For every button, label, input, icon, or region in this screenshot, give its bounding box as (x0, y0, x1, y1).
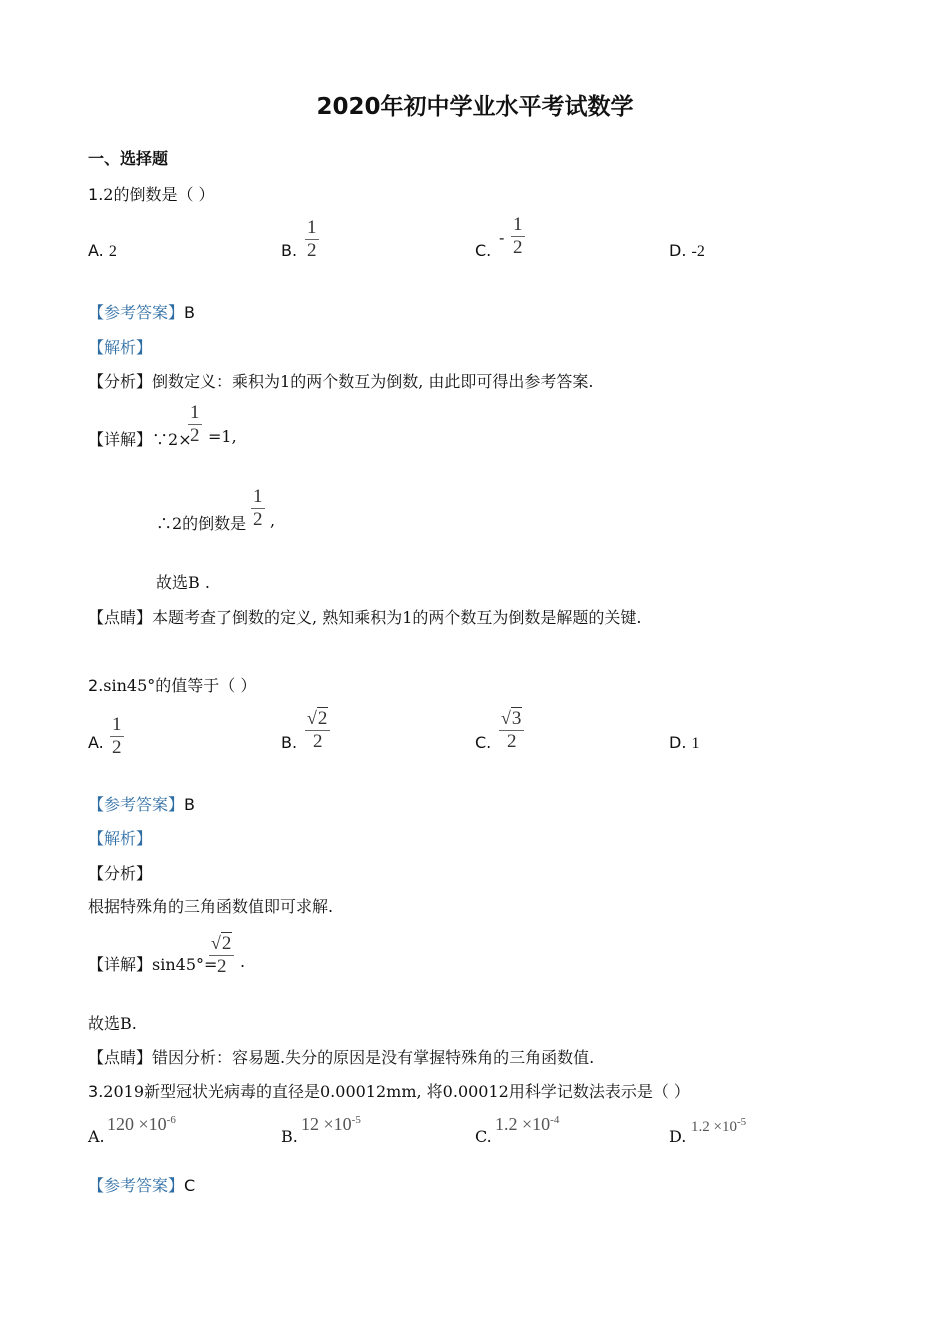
q2-choose: 故选B. (88, 1014, 137, 1033)
q1-fenxi: 【分析】倒数定义：乘积为1的两个数互为倒数, 由此即可得出参考答案. (88, 372, 594, 391)
q3-answer: 【参考答案】C (88, 1176, 196, 1195)
q3-option-c-value: $1.2 \times 10^{-4}$ (495, 1114, 560, 1134)
question-2-stem: 2.sin45°的值等于（ ） (88, 676, 257, 695)
q2-option-a-fraction: 1 2 (112, 714, 122, 758)
q1-option-c-fraction: 1 2 (513, 214, 523, 258)
q3-option-c-label: C. (475, 1127, 492, 1146)
q2-option-d: D. 1 (669, 733, 700, 752)
question-1-stem: 1.2的倒数是（ ） (88, 185, 215, 204)
q2-option-c-fraction: √3 2 (499, 708, 524, 752)
q1-option-c-sign: - (499, 228, 505, 247)
q1-detail-fraction: 1 2 (190, 402, 200, 446)
q1-detail-post: =1, (208, 427, 237, 446)
q2-answer: 【参考答案】B (88, 795, 195, 814)
q2-analysis-label: 【解析】 (88, 829, 153, 848)
question-3-stem: 3.2019新型冠状光病毒的直径是0.00012mm, 将0.00012用科学记数法表示是（ ） (88, 1082, 690, 1101)
page-title: 2020年初中学业水平考试数学 (316, 94, 634, 120)
q3-option-b-value: $12 \times 10^{-5}$ (301, 1114, 361, 1134)
q1-point: 【点睛】本题考查了倒数的定义, 熟知乘积为1的两个数互为倒数是解题的关键. (88, 608, 642, 627)
q1-option-a: A. 2 (88, 241, 117, 260)
q2-point: 【点睛】错因分析：容易题.失分的原因是没有掌握特殊角的三角函数值. (88, 1048, 595, 1067)
q1-therefore-post: , (270, 511, 276, 530)
q1-option-c-label: C. (475, 241, 492, 260)
q3-option-b-label: B. (281, 1127, 298, 1146)
q2-option-b-fraction: √2 2 (305, 708, 330, 752)
q1-option-b-label: B. (281, 241, 298, 260)
q1-analysis-label: 【解析】 (88, 338, 153, 357)
q1-option-d: D. -2 (669, 241, 705, 260)
q2-fenxi-body: 根据特殊角的三角函数值即可求解. (88, 897, 334, 916)
q1-detail: 【详解】∵2× (88, 430, 192, 449)
q1-option-b-fraction: 1 2 (307, 217, 317, 261)
q2-detail: 【详解】sin45°= (88, 955, 218, 974)
q1-answer: 【参考答案】B (88, 303, 195, 322)
q2-fenxi-label: 【分析】 (88, 864, 153, 883)
q2-option-c-label: C. (475, 733, 492, 752)
section-heading: 一、选择题 (88, 149, 169, 168)
q3-option-d-value: $1.2 \times 10^{-5}$ (691, 1116, 747, 1135)
q3-option-d-label: D. (669, 1127, 687, 1146)
q3-option-a-label: A. (88, 1127, 105, 1146)
q2-option-a-label: A. (88, 733, 104, 752)
q1-therefore-fraction: 1 2 (253, 486, 263, 530)
q2-detail-post: . (240, 952, 246, 971)
q2-detail-fraction: √2 2 (209, 933, 234, 977)
q1-choose: 故选B . (156, 573, 210, 592)
q3-option-a-value: $120 \times 10^{-6}$ (107, 1114, 176, 1134)
q1-therefore: ∴2的倒数是 (156, 514, 247, 533)
q2-option-b-label: B. (281, 733, 298, 752)
